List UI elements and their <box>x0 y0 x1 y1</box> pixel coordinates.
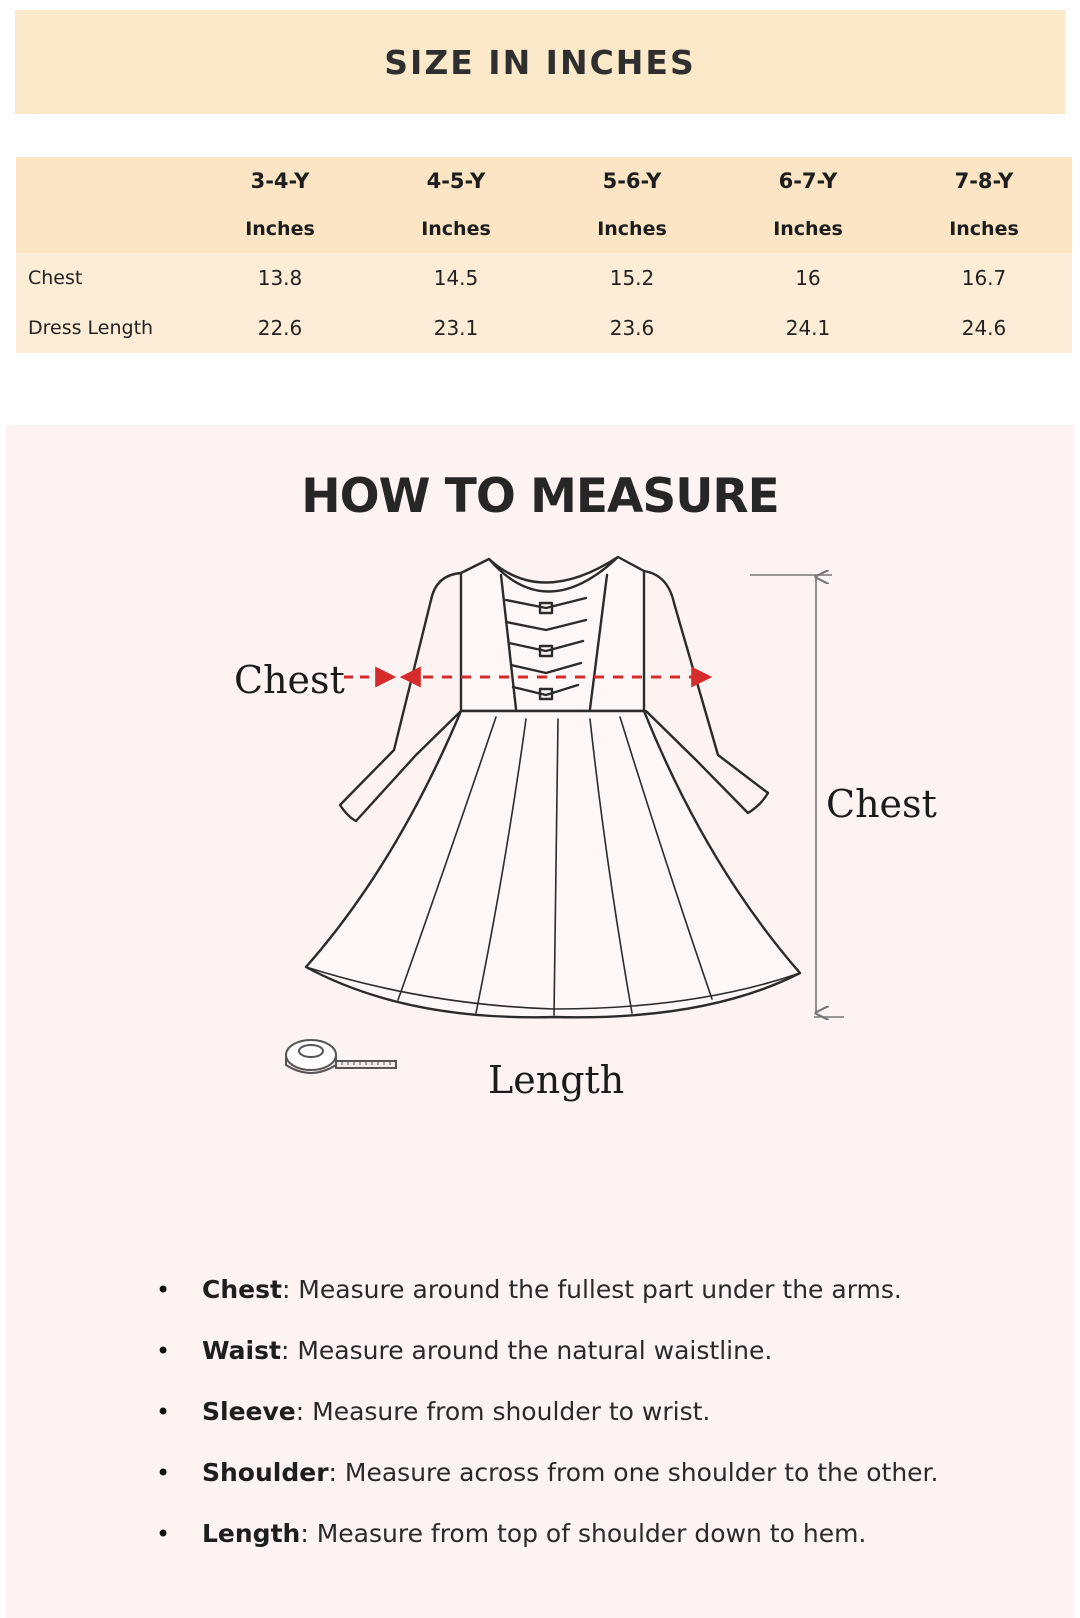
size-header: 3-4-Y <box>250 169 310 193</box>
banner-title: SIZE IN INCHES <box>384 42 696 82</box>
table-cell: 16.7 <box>961 266 1007 290</box>
unit-header: Inches <box>597 218 667 240</box>
tip-term: Length <box>202 1519 301 1548</box>
table-cell: 15.2 <box>609 266 655 290</box>
row-label: Dress Length <box>28 317 154 339</box>
tip-text: : Measure across from one shoulder to the other. <box>328 1458 939 1487</box>
size-header-row <box>16 157 1072 205</box>
measurement-diagram <box>6 425 1074 1245</box>
table-cell: 16 <box>795 266 821 290</box>
table-row <box>16 253 1072 303</box>
how-to-measure-panel <box>6 425 1074 1618</box>
corner-cell <box>16 157 192 205</box>
tip-text: : Measure around the fullest part under the arms. <box>281 1275 902 1304</box>
list-item <box>154 1334 938 1395</box>
bullet-icon: • <box>156 1276 171 1304</box>
table-row <box>16 303 1072 353</box>
tip-text: : Measure from shoulder to wrist. <box>295 1397 711 1426</box>
tip-term: Shoulder <box>202 1458 329 1487</box>
list-item <box>154 1517 938 1578</box>
corner-cell <box>16 205 192 253</box>
measure-tips-list <box>154 1273 938 1578</box>
unit-header: Inches <box>421 218 491 240</box>
tip-text: : Measure from top of shoulder down to hem. <box>300 1519 867 1548</box>
unit-header-row <box>16 205 1072 253</box>
unit-header: Inches <box>949 218 1019 240</box>
tape-measure-icon <box>286 1040 396 1073</box>
size-banner <box>15 10 1065 114</box>
bullet-icon: • <box>156 1337 171 1365</box>
table-cell: 24.1 <box>785 316 831 340</box>
size-chart-table <box>16 157 1072 353</box>
side-chest-label: Chest <box>826 782 937 826</box>
tip-term: Sleeve <box>202 1397 296 1426</box>
chest-label: Chest <box>234 658 345 702</box>
table-cell: 22.6 <box>257 316 303 340</box>
measure-title: HOW TO MEASURE <box>301 469 779 524</box>
table-cell: 13.8 <box>257 266 303 290</box>
list-item <box>154 1456 938 1517</box>
list-item <box>154 1273 938 1334</box>
tip-term: Chest <box>202 1275 282 1304</box>
length-label: Length <box>488 1058 625 1102</box>
row-label: Chest <box>28 267 83 289</box>
bullet-icon: • <box>156 1459 171 1487</box>
table-cell: 24.6 <box>961 316 1007 340</box>
list-item <box>154 1395 938 1456</box>
table-cell: 23.6 <box>609 316 655 340</box>
size-header: 5-6-Y <box>602 169 662 193</box>
tip-term: Waist <box>202 1336 281 1365</box>
bullet-icon: • <box>156 1398 171 1426</box>
size-header: 4-5-Y <box>426 169 486 193</box>
tip-text: : Measure around the natural waistline. <box>280 1336 773 1365</box>
bullet-icon: • <box>156 1520 171 1548</box>
unit-header: Inches <box>245 218 315 240</box>
dress-sketch-icon <box>306 557 800 1017</box>
table-cell: 14.5 <box>433 266 479 290</box>
unit-header: Inches <box>773 218 843 240</box>
size-header: 7-8-Y <box>954 169 1014 193</box>
size-header: 6-7-Y <box>778 169 838 193</box>
table-cell: 23.1 <box>433 316 479 340</box>
